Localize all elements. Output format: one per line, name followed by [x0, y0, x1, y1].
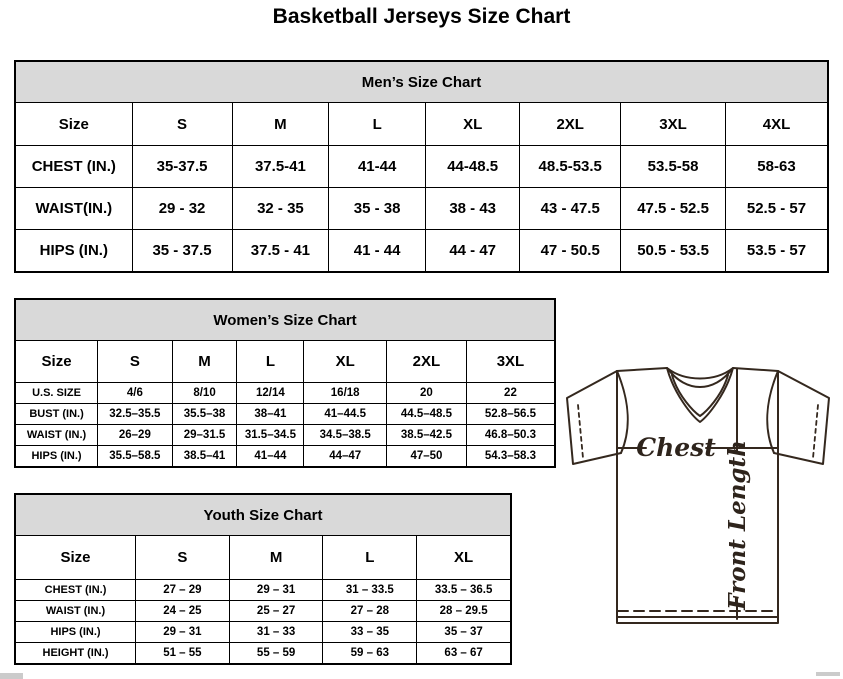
cell: 35 - 37.5 — [132, 230, 232, 273]
column-header: 4XL — [725, 103, 828, 146]
column-header: 3XL — [466, 341, 555, 383]
row-label: CHEST (IN.) — [15, 580, 136, 601]
cell: 47.5 - 52.5 — [621, 188, 726, 230]
scrollbar-fragment-left — [0, 673, 23, 679]
cell: 53.5-58 — [621, 146, 726, 188]
column-header: Size — [15, 341, 98, 383]
cell: 58-63 — [725, 146, 828, 188]
womens-header-row — [15, 341, 555, 383]
chest-label: Chest — [636, 433, 716, 462]
cell: 54.3–58.3 — [466, 446, 555, 468]
cell: 41–44.5 — [304, 404, 387, 425]
column-header: 2XL — [520, 103, 621, 146]
cell: 43 - 47.5 — [520, 188, 621, 230]
column-header: S — [132, 103, 232, 146]
cell: 28 – 29.5 — [417, 601, 511, 622]
cell: 52.8–56.5 — [466, 404, 555, 425]
cell: 35 - 38 — [329, 188, 426, 230]
column-header: L — [329, 103, 426, 146]
table-row — [15, 643, 511, 665]
cell: 31 – 33 — [229, 622, 323, 643]
cell: 29–31.5 — [172, 425, 237, 446]
jersey-measurement-diagram — [555, 360, 843, 645]
cell: 38 - 43 — [426, 188, 520, 230]
cell: 32.5–35.5 — [98, 404, 173, 425]
cell: 38–41 — [237, 404, 304, 425]
column-header: Size — [15, 536, 136, 580]
cell: 44–47 — [304, 446, 387, 468]
cell: 51 – 55 — [136, 643, 230, 665]
column-header: XL — [426, 103, 520, 146]
column-header: L — [237, 341, 304, 383]
youth-size-table — [14, 493, 512, 665]
jersey-right-armhole — [767, 371, 778, 453]
cell: 35-37.5 — [132, 146, 232, 188]
row-label: U.S. SIZE — [15, 383, 98, 404]
cell: 20 — [386, 383, 466, 404]
cell: 59 – 63 — [323, 643, 417, 665]
jersey-left-cuff-dashed — [578, 405, 583, 458]
cell: 29 – 31 — [136, 622, 230, 643]
table-row — [15, 580, 511, 601]
cell: 31 – 33.5 — [323, 580, 417, 601]
cell: 48.5-53.5 — [520, 146, 621, 188]
cell: 35.5–58.5 — [98, 446, 173, 468]
cell: 41 - 44 — [329, 230, 426, 273]
cell: 8/10 — [172, 383, 237, 404]
cell: 37.5 - 41 — [232, 230, 329, 273]
column-header: Size — [15, 103, 132, 146]
cell: 47 - 50.5 — [520, 230, 621, 273]
front-length-label: Front Length — [724, 440, 751, 610]
jersey-left-sleeve — [567, 371, 621, 464]
cell: 12/14 — [237, 383, 304, 404]
cell: 44.5–48.5 — [386, 404, 466, 425]
row-label: WAIST(IN.) — [15, 188, 132, 230]
column-header: XL — [417, 536, 511, 580]
row-label: HIPS (IN.) — [15, 622, 136, 643]
youth-header-row — [15, 536, 511, 580]
column-header: 2XL — [386, 341, 466, 383]
table-row — [15, 188, 828, 230]
jersey-collar-outer-v — [667, 368, 733, 422]
jersey-shoulder-left — [617, 368, 667, 371]
cell: 35.5–38 — [172, 404, 237, 425]
cell: 29 - 32 — [132, 188, 232, 230]
row-label: HEIGHT (IN.) — [15, 643, 136, 665]
jersey-left-armhole — [617, 371, 628, 453]
cell: 38.5–41 — [172, 446, 237, 468]
youth-table-title: Youth Size Chart — [15, 494, 511, 536]
cell: 52.5 - 57 — [725, 188, 828, 230]
cell: 27 – 28 — [323, 601, 417, 622]
mens-header-row — [15, 103, 828, 146]
cell: 25 – 27 — [229, 601, 323, 622]
cell: 22 — [466, 383, 555, 404]
column-header: 3XL — [621, 103, 726, 146]
cell: 27 – 29 — [136, 580, 230, 601]
page-title: Basketball Jerseys Size Chart — [272, 5, 571, 28]
row-label: WAIST (IN.) — [15, 601, 136, 622]
cell: 46.8–50.3 — [466, 425, 555, 446]
table-row — [15, 146, 828, 188]
cell: 34.5–38.5 — [304, 425, 387, 446]
cell: 44-48.5 — [426, 146, 520, 188]
cell: 38.5–42.5 — [386, 425, 466, 446]
jersey-body-outline — [617, 371, 778, 623]
womens-table-title: Women’s Size Chart — [15, 299, 555, 341]
jersey-shoulder-right — [733, 368, 778, 371]
cell: 63 – 67 — [417, 643, 511, 665]
column-header: S — [98, 341, 173, 383]
cell: 29 – 31 — [229, 580, 323, 601]
cell: 33.5 – 36.5 — [417, 580, 511, 601]
cell: 26–29 — [98, 425, 173, 446]
cell: 55 – 59 — [229, 643, 323, 665]
scrollbar-fragment-right — [816, 672, 840, 676]
table-row — [15, 404, 555, 425]
column-header: M — [232, 103, 329, 146]
cell: 4/6 — [98, 383, 173, 404]
cell: 16/18 — [304, 383, 387, 404]
row-label: HIPS (IN.) — [15, 230, 132, 273]
column-header: XL — [304, 341, 387, 383]
table-row — [15, 622, 511, 643]
jersey-right-cuff-dashed — [813, 405, 818, 458]
column-header: M — [229, 536, 323, 580]
cell: 41–44 — [237, 446, 304, 468]
cell: 41-44 — [329, 146, 426, 188]
table-row — [15, 601, 511, 622]
mens-table-title: Men’s Size Chart — [15, 61, 828, 103]
row-label: HIPS (IN.) — [15, 446, 98, 468]
womens-size-table — [14, 298, 556, 468]
row-label: WAIST (IN.) — [15, 425, 98, 446]
column-header: S — [136, 536, 230, 580]
table-row — [15, 383, 555, 404]
table-row — [15, 425, 555, 446]
cell: 33 – 35 — [323, 622, 417, 643]
cell: 32 - 35 — [232, 188, 329, 230]
cell: 31.5–34.5 — [237, 425, 304, 446]
jersey-right-sleeve — [774, 371, 829, 464]
cell: 44 - 47 — [426, 230, 520, 273]
table-row — [15, 230, 828, 273]
cell: 50.5 - 53.5 — [621, 230, 726, 273]
cell: 47–50 — [386, 446, 466, 468]
cell: 53.5 - 57 — [725, 230, 828, 273]
row-label: BUST (IN.) — [15, 404, 98, 425]
cell: 37.5-41 — [232, 146, 329, 188]
mens-size-table — [14, 60, 829, 273]
cell: 24 – 25 — [136, 601, 230, 622]
column-header: L — [323, 536, 417, 580]
cell: 35 – 37 — [417, 622, 511, 643]
table-row — [15, 446, 555, 468]
column-header: M — [172, 341, 237, 383]
jersey-collar-rib-1 — [667, 368, 733, 379]
row-label: CHEST (IN.) — [15, 146, 132, 188]
